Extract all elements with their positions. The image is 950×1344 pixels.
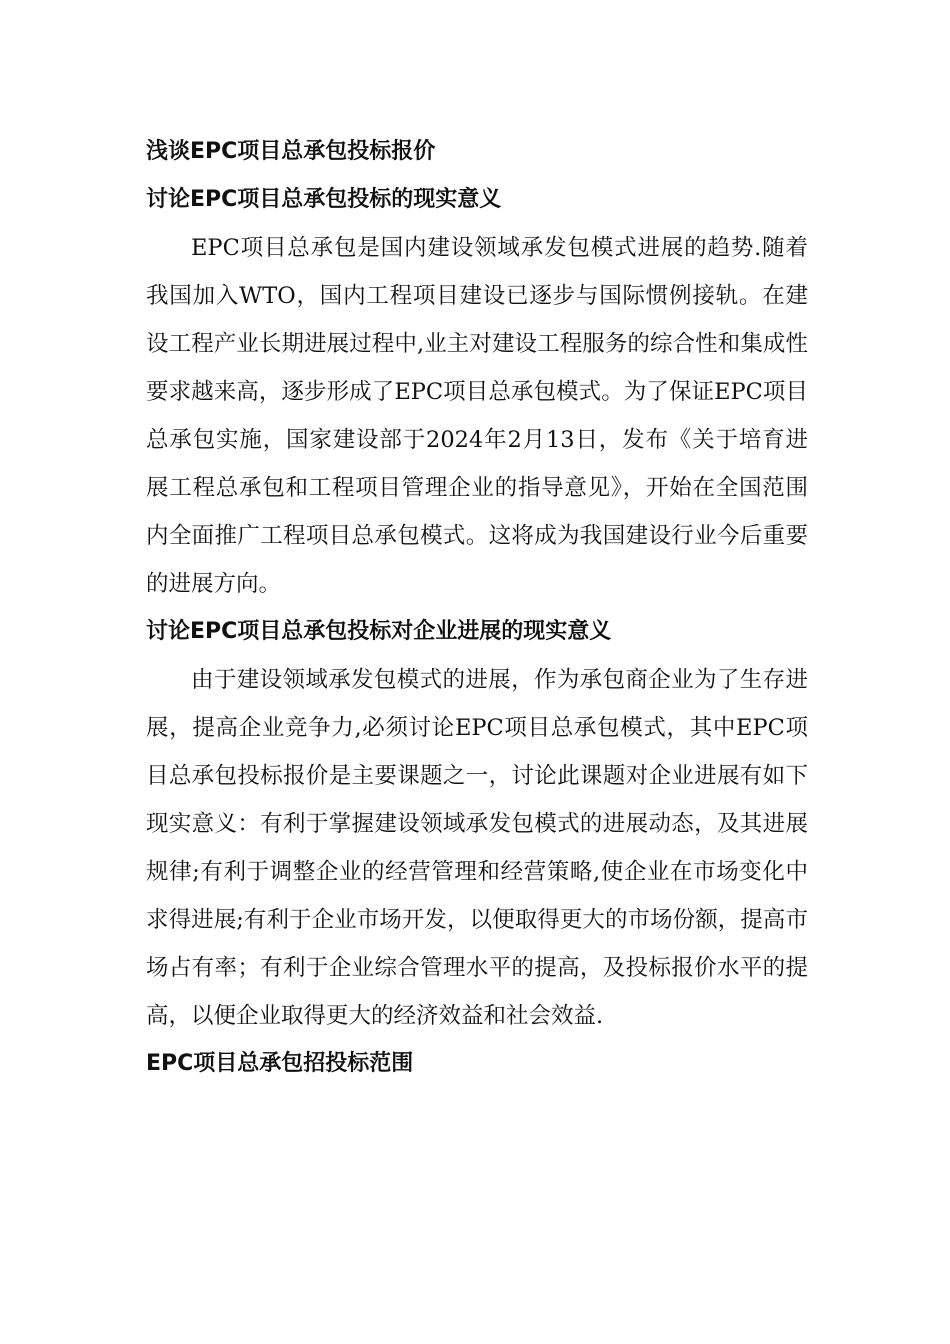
section-heading-3: EPC项目总承包招投标范围 <box>146 1051 414 1076</box>
document-page <box>146 128 808 1088</box>
section-heading-1: 讨论EPC项目总承包投标的现实意义 <box>146 187 502 212</box>
section-heading-2: 讨论EPC项目总承包投标对企业进展的现实意义 <box>146 619 612 644</box>
document-title: 浅谈EPC项目总承包投标报价 <box>146 139 436 164</box>
section-paragraph-1: EPC项目总承包是国内建设领域承发包模式进展的趋势.随着我国加入WTO，国内工程项目建设已逐步与国际惯例接轨。在建设工程产业长期进展过程中,业主对建设工程服务的综合性和集成性要求越来高，逐步形成了EPC项目总承包模式。为了保证EPC项目总承包实施，国家建设部于2024年2月13日，发布《关于培育进展工程总承包和工程项目管理企业的指导意见》，开始在全国范围内全面推广工程项目总承包模式。这将成为我国建设行业今后重要的进展方向。 <box>146 235 808 597</box>
section-paragraph-2: 由于建设领域承发包模式的进展，作为承包商企业为了生存进展，提高企业竞争力,必须讨论EPC项目总承包模式，其中EPC项目总承包投标报价是主要课题之一，讨论此课题对企业进展有如下现实意义：有利于掌握建设领域承发包模式的进展动态，及其进展规律;有利于调整企业的经营管理和经营策略,使企业在市场变化中求得进展;有利于企业市场开发，以便取得更大的市场份额，提高市场占有率；有利于企业综合管理水平的提高，及投标报价水平的提高，以便企业取得更大的经济效益和社会效益. <box>146 667 808 1029</box>
